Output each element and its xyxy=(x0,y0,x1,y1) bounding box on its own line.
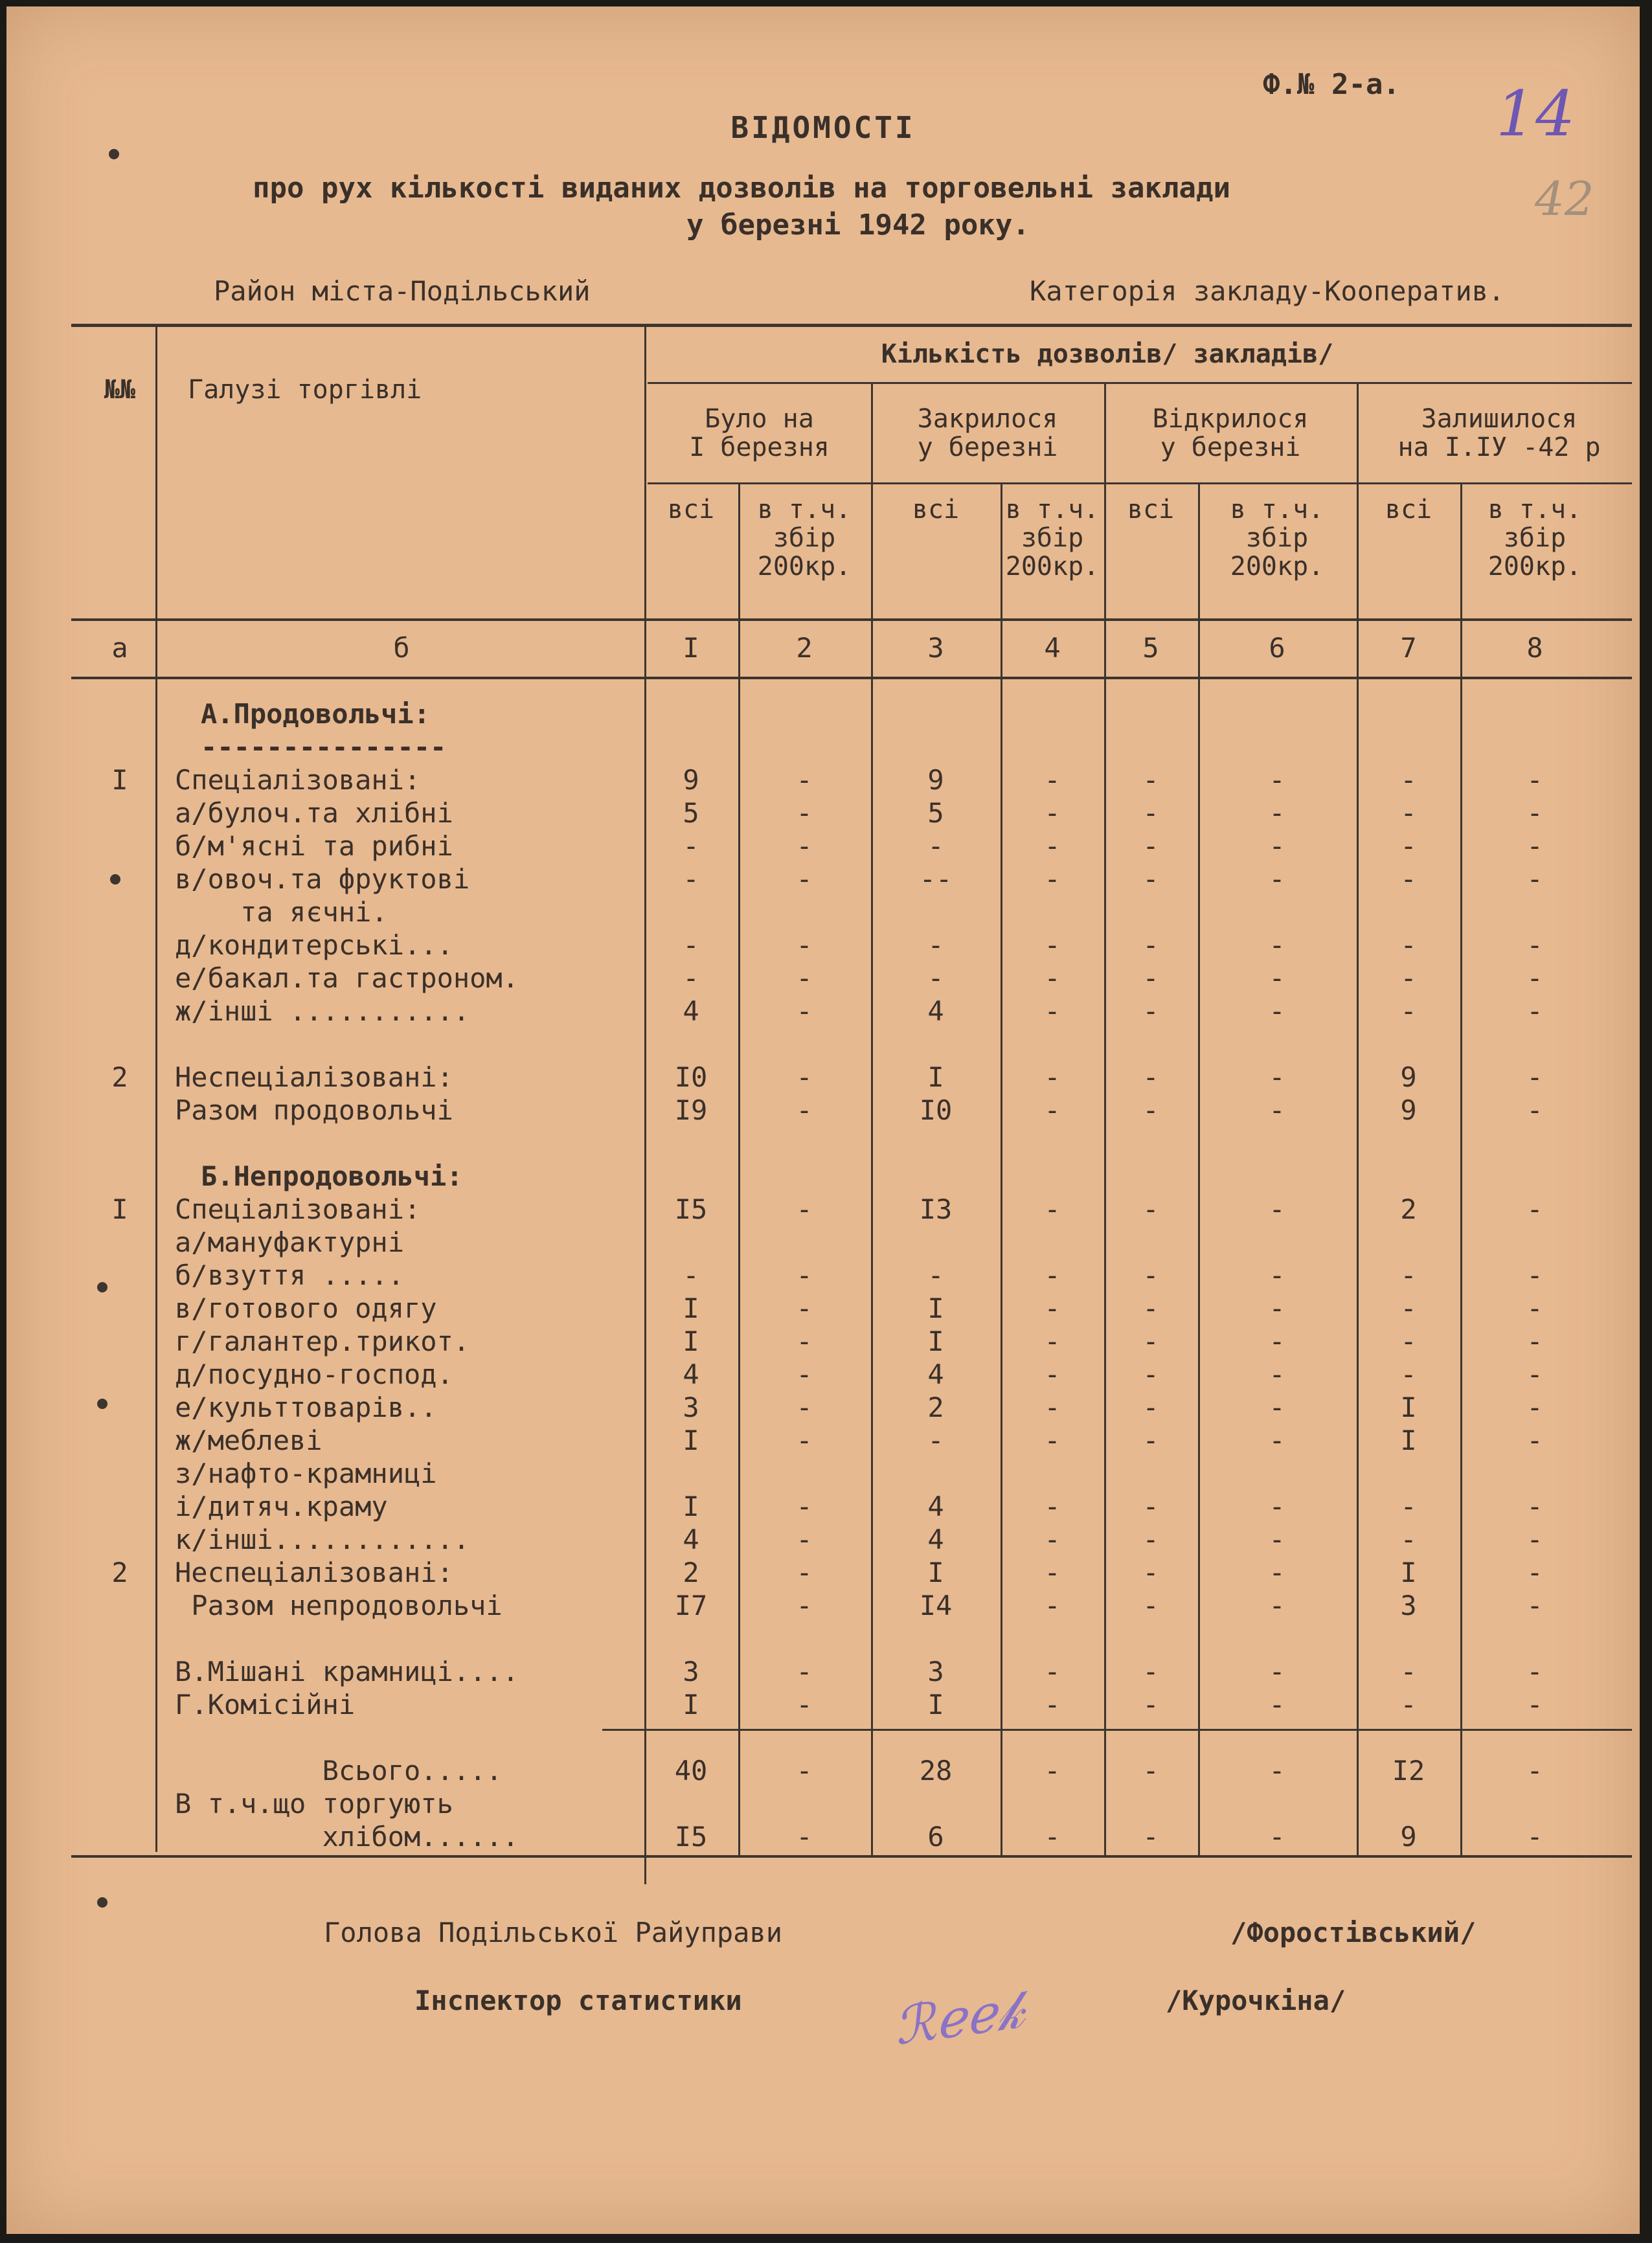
row-value-col-8: - xyxy=(1526,1259,1543,1291)
chair-title: Голова Подільської Райуправи xyxy=(324,1917,783,1948)
row-value-col-7: 9 xyxy=(1400,1094,1417,1126)
row-value-col-2: - xyxy=(796,797,813,829)
row-value-col-8: - xyxy=(1526,1358,1543,1390)
subheader-col-3: всі xyxy=(912,495,960,524)
row-value-col-4: - xyxy=(1044,1358,1061,1390)
handwritten-page-number: 14 xyxy=(1496,78,1576,150)
row-label: а/мануфактурні xyxy=(175,1226,405,1258)
row-label: Г.Комісійні xyxy=(175,1689,356,1720)
row-value-col-4: - xyxy=(1044,1292,1061,1324)
index-cell-5: 4 xyxy=(1044,632,1061,664)
row-label: і/дитяч.краму xyxy=(175,1491,388,1522)
row-value-col-1: І7 xyxy=(674,1590,708,1621)
row-value-col-5: - xyxy=(1142,1656,1159,1687)
row-value-col-4: - xyxy=(1044,1821,1061,1853)
row-value-col-8: - xyxy=(1526,1755,1543,1787)
row-value-col-2: - xyxy=(796,1425,813,1456)
subheader-rule xyxy=(648,482,1632,484)
row-label: Разом продовольчі xyxy=(175,1094,453,1126)
row-value-col-2: - xyxy=(796,830,813,862)
row-label: в/овоч.та фруктові xyxy=(175,863,470,895)
row-value-col-6: - xyxy=(1269,1689,1285,1720)
row-value-col-7: 9 xyxy=(1400,1061,1417,1093)
row-value-col-3: 4 xyxy=(927,1491,944,1522)
group-header-rule xyxy=(648,382,1632,384)
row-value-col-8: - xyxy=(1526,764,1543,796)
row-value-col-6: - xyxy=(1269,1392,1285,1423)
row-value-col-3: - xyxy=(927,929,944,961)
row-value-col-6: - xyxy=(1269,1755,1285,1787)
row-value-col-2: - xyxy=(796,995,813,1027)
row-label: ж/меблеві xyxy=(175,1425,322,1456)
row-value-col-3: 2 xyxy=(927,1392,944,1423)
row-value-col-6: - xyxy=(1269,1821,1285,1853)
subheader-col-6: в т.ч. збір 200кр. xyxy=(1230,495,1324,581)
row-value-col-6: - xyxy=(1269,1425,1285,1456)
row-value-col-4: - xyxy=(1044,1325,1061,1357)
row-value-col-4: - xyxy=(1044,863,1061,895)
row-value-col-1: 9 xyxy=(683,764,699,796)
row-value-col-4: - xyxy=(1044,1590,1061,1621)
row-value-col-8: - xyxy=(1526,1656,1543,1687)
row-value-col-2: - xyxy=(796,1061,813,1093)
row-value-col-1: 3 xyxy=(683,1392,699,1423)
index-cell-6: 5 xyxy=(1142,632,1159,664)
row-value-col-5: - xyxy=(1142,962,1159,994)
row-value-col-1: І xyxy=(683,1689,699,1720)
row-value-col-3: 5 xyxy=(927,797,944,829)
row-label: та яєчні. xyxy=(175,896,388,928)
row-value-col-5: - xyxy=(1142,1358,1159,1390)
row-value-col-5: - xyxy=(1142,1392,1159,1423)
row-value-col-4: - xyxy=(1044,1755,1061,1787)
group-header-2: Відкрилося у березні xyxy=(1152,404,1309,462)
chair-name: /Форостівський/ xyxy=(1230,1917,1477,1948)
form-number: Ф.№ 2-а. xyxy=(1263,68,1400,101)
row-value-col-3: І xyxy=(927,1061,944,1093)
row-value-col-2: - xyxy=(796,1259,813,1291)
row-value-col-4: - xyxy=(1044,1557,1061,1588)
row-value-col-7: - xyxy=(1400,1259,1417,1291)
row-value-col-8: - xyxy=(1526,1325,1543,1357)
row-value-col-8: - xyxy=(1526,1193,1543,1225)
subheader-col-5: всі xyxy=(1127,495,1175,524)
row-value-col-1: - xyxy=(683,962,699,994)
category-label: Категорія закладу-Кооператив. xyxy=(1030,275,1505,307)
row-value-col-8: - xyxy=(1526,962,1543,994)
row-value-col-2: - xyxy=(796,1358,813,1390)
row-value-col-5: - xyxy=(1142,1259,1159,1291)
row-value-col-7: І xyxy=(1400,1425,1417,1456)
row-value-col-7: - xyxy=(1400,962,1417,994)
row-value-col-1: І xyxy=(683,1292,699,1324)
table-bottom-rule xyxy=(71,1855,1632,1858)
row-value-col-5: - xyxy=(1142,1325,1159,1357)
row-value-col-3: І xyxy=(927,1557,944,1588)
row-value-col-2: - xyxy=(796,1656,813,1687)
row-value-col-1: І xyxy=(683,1491,699,1522)
row-value-col-7: - xyxy=(1400,1358,1417,1390)
row-label: б/м'ясні та рибні xyxy=(175,830,453,862)
index-cell-0: а xyxy=(111,632,128,664)
row-value-col-6: - xyxy=(1269,764,1285,796)
row-value-col-2: - xyxy=(796,1325,813,1357)
row-value-col-3: 4 xyxy=(927,1524,944,1555)
row-value-col-3: 4 xyxy=(927,1358,944,1390)
row-value-col-2: - xyxy=(796,764,813,796)
row-value-col-6: - xyxy=(1269,1325,1285,1357)
row-value-col-1: І5 xyxy=(674,1821,708,1853)
row-value-col-5: - xyxy=(1142,1193,1159,1225)
row-value-col-6: - xyxy=(1269,1656,1285,1687)
row-value-col-4: - xyxy=(1044,1259,1061,1291)
row-value-col-5: - xyxy=(1142,1557,1159,1588)
row-value-col-7: - xyxy=(1400,1292,1417,1324)
row-value-col-1: І9 xyxy=(674,1094,708,1126)
subheader-col-7: всі xyxy=(1385,495,1432,524)
row-value-col-4: - xyxy=(1044,962,1061,994)
row-value-col-5: - xyxy=(1142,1590,1159,1621)
index-cell-9: 8 xyxy=(1526,632,1543,664)
binder-hole-4 xyxy=(97,1399,107,1409)
row-value-col-3: - xyxy=(927,1425,944,1456)
row-value-col-4: - xyxy=(1044,929,1061,961)
row-value-col-7: І2 xyxy=(1392,1755,1425,1787)
row-value-col-3: І xyxy=(927,1325,944,1357)
row-number: І xyxy=(111,1193,128,1225)
row-value-col-1: 3 xyxy=(683,1656,699,1687)
row-value-col-2: - xyxy=(796,1821,813,1853)
row-value-col-1: І0 xyxy=(674,1061,708,1093)
row-value-col-4: - xyxy=(1044,1425,1061,1456)
inspector-title: Інспектор статистики xyxy=(414,1985,742,2016)
row-value-col-7: - xyxy=(1400,1524,1417,1555)
row-value-col-7: - xyxy=(1400,1689,1417,1720)
row-value-col-1: 4 xyxy=(683,1524,699,1555)
row-value-col-5: - xyxy=(1142,1755,1159,1787)
handwritten-page-number-faint: 42 xyxy=(1535,172,1594,226)
row-value-col-1: І5 xyxy=(674,1193,708,1225)
row-value-col-6: - xyxy=(1269,1292,1285,1324)
row-value-col-6: - xyxy=(1269,1259,1285,1291)
row-value-col-8: - xyxy=(1526,1821,1543,1853)
row-label: г/галантер.трикот. xyxy=(175,1325,470,1357)
inspector-name: /Курочкіна/ xyxy=(1166,1985,1346,2016)
row-value-col-2: - xyxy=(796,1755,813,1787)
row-value-col-1: - xyxy=(683,929,699,961)
row-value-col-2: - xyxy=(796,1590,813,1621)
row-value-col-8: - xyxy=(1526,1061,1543,1093)
row-value-col-6: - xyxy=(1269,1193,1285,1225)
row-value-col-5: - xyxy=(1142,1821,1159,1853)
row-value-col-3: - xyxy=(927,1259,944,1291)
row-value-col-5: - xyxy=(1142,797,1159,829)
row-value-col-6: - xyxy=(1269,929,1285,961)
row-value-col-3: І xyxy=(927,1292,944,1324)
row-value-col-8: - xyxy=(1526,1689,1543,1720)
subtitle-line-1: про рух кількості виданих дозволів на торговельні заклади xyxy=(253,172,1230,205)
row-value-col-1: 4 xyxy=(683,1358,699,1390)
row-value-col-1: І xyxy=(683,1425,699,1456)
group-header-3: Залишилося на І.ІУ -42 р xyxy=(1397,404,1601,462)
row-label: В т.ч.що торгують xyxy=(175,1788,453,1820)
subheader-col-8: в т.ч. збір 200кр. xyxy=(1488,495,1582,581)
row-value-col-7: - xyxy=(1400,1491,1417,1522)
row-value-col-5: - xyxy=(1142,1524,1159,1555)
row-value-col-4: - xyxy=(1044,1061,1061,1093)
row-value-col-1: 4 xyxy=(683,995,699,1027)
row-value-col-5: - xyxy=(1142,1491,1159,1522)
binder-hole-3 xyxy=(97,1282,107,1292)
row-value-col-1: 5 xyxy=(683,797,699,829)
row-label: Неспеціалізовані: xyxy=(175,1557,453,1588)
index-cell-1: б xyxy=(393,632,410,664)
row-label: з/нафто-крамниці xyxy=(175,1458,437,1489)
row-label: е/культтоварів.. xyxy=(175,1392,437,1423)
index-cell-8: 7 xyxy=(1400,632,1417,664)
row-number: 2 xyxy=(111,1557,128,1588)
row-value-col-4: - xyxy=(1044,1656,1061,1687)
row-value-col-4: - xyxy=(1044,1193,1061,1225)
index-row-top-rule xyxy=(71,618,1632,621)
row-value-col-7: - xyxy=(1400,764,1417,796)
row-value-col-3: 3 xyxy=(927,1656,944,1687)
totals-rule xyxy=(602,1729,1632,1731)
group-header: Кількість дозволів/ закладів/ xyxy=(881,339,1334,369)
row-value-col-7: - xyxy=(1400,863,1417,895)
row-label: к/інші............ xyxy=(175,1524,470,1555)
row-value-col-4: - xyxy=(1044,995,1061,1027)
row-value-col-1: - xyxy=(683,863,699,895)
row-value-col-8: - xyxy=(1526,863,1543,895)
row-value-col-4: - xyxy=(1044,797,1061,829)
row-value-col-7: 3 xyxy=(1400,1590,1417,1621)
row-label: хлібом...... xyxy=(175,1821,519,1853)
row-label: Б.Непродовольчі: xyxy=(201,1160,463,1192)
row-value-col-7: 9 xyxy=(1400,1821,1417,1853)
row-label: б/взуття ..... xyxy=(175,1259,405,1291)
row-value-col-6: - xyxy=(1269,830,1285,862)
row-value-col-2: - xyxy=(796,1689,813,1720)
row-value-col-4: - xyxy=(1044,1392,1061,1423)
handwritten-signature: ℛℯℯ𝓀 xyxy=(890,1979,1028,2057)
row-value-col-8: - xyxy=(1526,1524,1543,1555)
row-value-col-2: - xyxy=(796,1491,813,1522)
index-row-bottom-rule xyxy=(71,677,1632,679)
row-value-col-8: - xyxy=(1526,929,1543,961)
row-value-col-3: 4 xyxy=(927,995,944,1027)
row-value-col-7: 2 xyxy=(1400,1193,1417,1225)
row-value-col-6: - xyxy=(1269,1094,1285,1126)
row-value-col-5: - xyxy=(1142,1094,1159,1126)
col-divider-7 xyxy=(1460,482,1462,1855)
row-value-col-4: - xyxy=(1044,830,1061,862)
document-page xyxy=(6,6,1640,2234)
subtitle-line-2: у березні 1942 року. xyxy=(686,209,1030,242)
row-value-col-5: - xyxy=(1142,863,1159,895)
row-value-col-3: - xyxy=(927,962,944,994)
row-number: І xyxy=(111,764,128,796)
row-value-col-8: - xyxy=(1526,1425,1543,1456)
row-value-col-5: - xyxy=(1142,1689,1159,1720)
row-value-col-8: - xyxy=(1526,1094,1543,1126)
row-value-col-4: - xyxy=(1044,1689,1061,1720)
row-label: А.Продовольчі: xyxy=(201,698,431,730)
row-value-col-6: - xyxy=(1269,995,1285,1027)
col-divider-3 xyxy=(1001,482,1002,1855)
subheader-col-1: всі xyxy=(667,495,715,524)
row-label: --------------- xyxy=(201,731,447,763)
row-value-col-3: І0 xyxy=(919,1094,953,1126)
row-value-col-8: - xyxy=(1526,1590,1543,1621)
table-top-rule xyxy=(71,324,1632,327)
row-value-col-3: 6 xyxy=(927,1821,944,1853)
row-label: В.Мішані крамниці.... xyxy=(175,1656,519,1687)
row-value-col-6: - xyxy=(1269,1491,1285,1522)
index-cell-7: 6 xyxy=(1269,632,1285,664)
row-value-col-6: - xyxy=(1269,962,1285,994)
page-title: ВІДОМОСТІ xyxy=(730,110,916,145)
row-value-col-8: - xyxy=(1526,1292,1543,1324)
row-value-col-3: 28 xyxy=(919,1755,953,1787)
row-value-col-3: - xyxy=(927,830,944,862)
row-value-col-4: - xyxy=(1044,764,1061,796)
index-cell-4: 3 xyxy=(927,632,944,664)
row-label: а/булоч.та хлібні xyxy=(175,797,453,829)
row-value-col-8: - xyxy=(1526,830,1543,862)
row-value-col-3: І4 xyxy=(919,1590,953,1621)
col-header-no: №№ xyxy=(104,375,136,405)
district-label: Район міста-Подільський xyxy=(214,275,591,307)
row-value-col-7: - xyxy=(1400,1656,1417,1687)
col-divider-no xyxy=(155,324,157,1852)
row-value-col-6: - xyxy=(1269,1358,1285,1390)
subheader-col-4: в т.ч. збір 200кр. xyxy=(1005,495,1100,581)
index-cell-2: І xyxy=(683,632,699,664)
row-value-col-8: - xyxy=(1526,1491,1543,1522)
row-value-col-5: - xyxy=(1142,830,1159,862)
row-value-col-7: - xyxy=(1400,995,1417,1027)
row-label: Спеціалізовані: xyxy=(175,764,421,796)
row-value-col-2: - xyxy=(796,1193,813,1225)
row-value-col-5: - xyxy=(1142,1425,1159,1456)
row-label: Всього..... xyxy=(175,1755,503,1787)
row-value-col-6: - xyxy=(1269,1557,1285,1588)
row-value-col-7: - xyxy=(1400,797,1417,829)
row-value-col-6: - xyxy=(1269,1061,1285,1093)
row-value-col-8: - xyxy=(1526,995,1543,1027)
subheader-col-2: в т.ч. збір 200кр. xyxy=(757,495,852,581)
row-value-col-4: - xyxy=(1044,1524,1061,1555)
row-value-col-3: І xyxy=(927,1689,944,1720)
row-value-col-7: - xyxy=(1400,929,1417,961)
row-value-col-8: - xyxy=(1526,797,1543,829)
row-value-col-5: - xyxy=(1142,764,1159,796)
row-value-col-7: - xyxy=(1400,830,1417,862)
row-value-col-2: - xyxy=(796,1292,813,1324)
row-label: Разом непродовольчі xyxy=(175,1590,503,1621)
row-value-col-2: - xyxy=(796,1094,813,1126)
col-divider-1 xyxy=(738,482,740,1855)
row-value-col-4: - xyxy=(1044,1491,1061,1522)
row-value-col-3: І3 xyxy=(919,1193,953,1225)
row-value-col-5: - xyxy=(1142,1061,1159,1093)
row-value-col-2: - xyxy=(796,1524,813,1555)
row-value-col-4: - xyxy=(1044,1094,1061,1126)
row-value-col-3: 9 xyxy=(927,764,944,796)
row-value-col-1: - xyxy=(683,1259,699,1291)
row-value-col-8: - xyxy=(1526,1392,1543,1423)
row-value-col-3: -- xyxy=(919,863,953,895)
group-header-0: Було на І березня xyxy=(689,404,830,462)
row-value-col-2: - xyxy=(796,929,813,961)
row-label: д/посудно-господ. xyxy=(175,1358,453,1390)
row-value-col-5: - xyxy=(1142,1292,1159,1324)
row-value-col-7: І xyxy=(1400,1557,1417,1588)
row-value-col-1: 40 xyxy=(674,1755,708,1787)
col-divider-5 xyxy=(1198,482,1200,1855)
binder-hole-5 xyxy=(97,1897,107,1908)
index-cell-3: 2 xyxy=(796,632,813,664)
row-label: в/готового одягу xyxy=(175,1292,437,1324)
binder-hole-2 xyxy=(110,874,120,885)
row-value-col-6: - xyxy=(1269,1590,1285,1621)
group-header-1: Закрилося у березні xyxy=(917,404,1058,462)
row-number: 2 xyxy=(111,1061,128,1093)
row-value-col-8: - xyxy=(1526,1557,1543,1588)
row-value-col-6: - xyxy=(1269,863,1285,895)
binder-hole-1 xyxy=(109,149,119,159)
row-value-col-1: 2 xyxy=(683,1557,699,1588)
row-label: ж/інші ........... xyxy=(175,995,470,1027)
row-label: Спеціалізовані: xyxy=(175,1193,421,1225)
row-value-col-2: - xyxy=(796,962,813,994)
row-label: д/кондитерські... xyxy=(175,929,453,961)
col-header-branch: Галузі торгівлі xyxy=(188,375,422,405)
row-value-col-2: - xyxy=(796,863,813,895)
row-value-col-6: - xyxy=(1269,1524,1285,1555)
row-value-col-2: - xyxy=(796,1557,813,1588)
row-label: Неспеціалізовані: xyxy=(175,1061,453,1093)
row-value-col-5: - xyxy=(1142,995,1159,1027)
row-value-col-6: - xyxy=(1269,797,1285,829)
row-value-col-7: І xyxy=(1400,1392,1417,1423)
row-value-col-1: І xyxy=(683,1325,699,1357)
row-label: е/бакал.та гастроном. xyxy=(175,962,519,994)
row-value-col-5: - xyxy=(1142,929,1159,961)
row-value-col-7: - xyxy=(1400,1325,1417,1357)
row-value-col-2: - xyxy=(796,1392,813,1423)
row-value-col-1: - xyxy=(683,830,699,862)
